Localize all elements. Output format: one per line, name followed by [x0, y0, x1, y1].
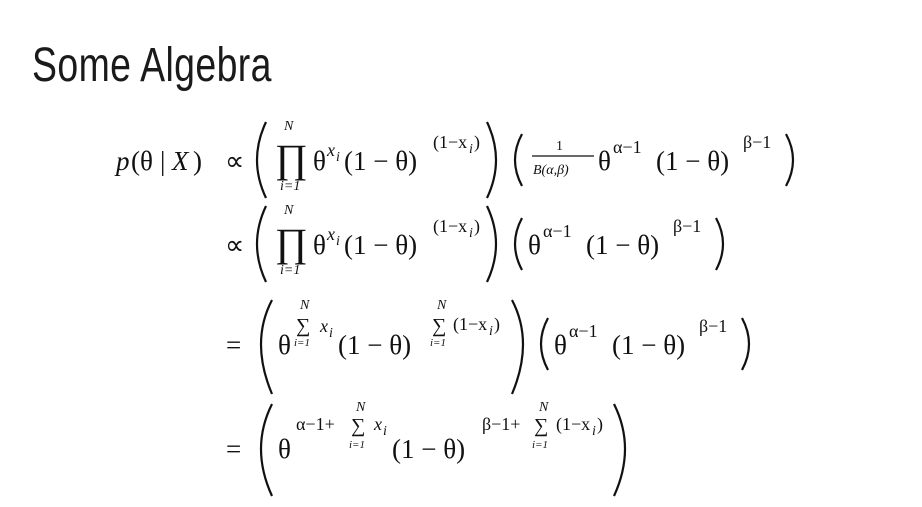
left-big-paren	[261, 300, 272, 394]
exp-one-minus-x: (1−x	[453, 314, 488, 334]
theta-symbol: θ	[598, 146, 611, 176]
equals-symbol: =	[226, 434, 242, 464]
exp-i: i	[592, 424, 596, 439]
propto-symbol: ∝	[225, 146, 245, 176]
one-minus-theta: (1 − θ)	[344, 146, 418, 176]
product-operator: ∏	[275, 136, 308, 181]
exp-alpha-minus-1: α−1	[543, 221, 572, 241]
theta-symbol: θ	[313, 230, 326, 260]
equation-line-4	[226, 400, 625, 496]
open-paren: (	[131, 146, 140, 176]
exp-beta-minus-1-plus: β−1+	[482, 414, 521, 434]
sum-operator: ∑	[534, 415, 549, 437]
exp-alpha-minus-1: α−1	[569, 321, 598, 341]
exp-alpha-minus-1-plus: α−1+	[296, 414, 335, 434]
theta-symbol: θ	[313, 146, 326, 176]
frac-denominator: B(α,β)	[533, 163, 569, 178]
left-paren	[515, 218, 522, 270]
sum-operator: ∑	[432, 315, 447, 337]
one-minus-theta: (1 − θ)	[344, 230, 418, 260]
right-big-paren	[512, 300, 523, 394]
right-paren	[742, 318, 749, 370]
sum-lower-limit: i=1	[294, 337, 310, 349]
right-paren	[716, 218, 723, 270]
exp-x: x	[374, 414, 382, 434]
X-symbol: X	[172, 146, 189, 176]
sum-upper-limit: N	[356, 400, 366, 415]
left-paren	[541, 318, 548, 370]
prod-lower-limit: i=1	[280, 263, 301, 278]
sum-operator: ∑	[351, 415, 366, 437]
given-bar: |	[160, 146, 166, 176]
exp-beta-minus-1: β−1	[673, 216, 702, 236]
sum-upper-limit: N	[300, 298, 310, 313]
exp-i: i	[336, 150, 340, 165]
one-minus-theta: (1 − θ)	[656, 146, 730, 176]
slide-title: Some Algebra	[32, 39, 272, 92]
equals-symbol: =	[226, 330, 242, 360]
exp-alpha-minus-1: α−1	[613, 137, 642, 157]
right-big-paren	[487, 206, 496, 282]
exp-i: i	[336, 234, 340, 249]
equation-line-2	[225, 203, 723, 282]
exp-i: i	[383, 424, 387, 439]
theta-symbol: θ	[278, 434, 291, 464]
left-big-paren	[257, 206, 266, 282]
p-symbol: p	[116, 146, 130, 176]
sum-upper-limit: N	[437, 298, 447, 313]
exp-close: )	[597, 414, 603, 434]
theta-symbol: θ	[140, 146, 153, 176]
right-big-paren	[487, 122, 496, 198]
prod-upper-limit: N	[284, 203, 294, 218]
prod-lower-limit: i=1	[280, 179, 301, 194]
equation-line-3	[226, 298, 749, 394]
exp-close: )	[474, 132, 480, 152]
exp-one-minus-x: (1−x	[433, 132, 468, 152]
theta-symbol: θ	[554, 330, 567, 360]
product-operator: ∏	[275, 220, 308, 265]
theta-symbol: θ	[528, 230, 541, 260]
exp-beta-minus-1: β−1	[699, 316, 728, 336]
exp-x: x	[327, 140, 335, 160]
left-big-paren	[257, 122, 266, 198]
exp-close: )	[494, 314, 500, 334]
sum-lower-limit: i=1	[532, 439, 548, 451]
one-minus-theta: (1 − θ)	[338, 330, 412, 360]
close-paren: )	[193, 146, 202, 176]
one-minus-theta: (1 − θ)	[392, 434, 466, 464]
sum-lower-limit: i=1	[349, 439, 365, 451]
exp-beta-minus-1: β−1	[743, 132, 772, 152]
propto-symbol: ∝	[225, 230, 245, 260]
exp-i: i	[469, 226, 473, 241]
left-paren	[515, 134, 522, 186]
right-paren	[786, 134, 793, 186]
exp-close: )	[474, 216, 480, 236]
exp-i: i	[329, 326, 333, 341]
equation-line-1	[114, 119, 793, 198]
exp-i: i	[469, 142, 473, 157]
right-big-paren	[614, 404, 625, 496]
exp-x: x	[320, 316, 328, 336]
one-minus-theta: (1 − θ)	[586, 230, 660, 260]
prod-upper-limit: N	[284, 119, 294, 134]
theta-symbol: θ	[278, 330, 291, 360]
sum-operator: ∑	[296, 315, 311, 337]
frac-numerator: 1	[556, 139, 563, 154]
exp-one-minus-x: (1−x	[433, 216, 468, 236]
sum-lower-limit: i=1	[430, 337, 446, 349]
exp-one-minus-x: (1−x	[556, 414, 591, 434]
left-big-paren	[261, 404, 272, 496]
exp-i: i	[489, 324, 493, 339]
one-minus-theta: (1 − θ)	[612, 330, 686, 360]
sum-upper-limit: N	[539, 400, 549, 415]
exp-x: x	[327, 224, 335, 244]
